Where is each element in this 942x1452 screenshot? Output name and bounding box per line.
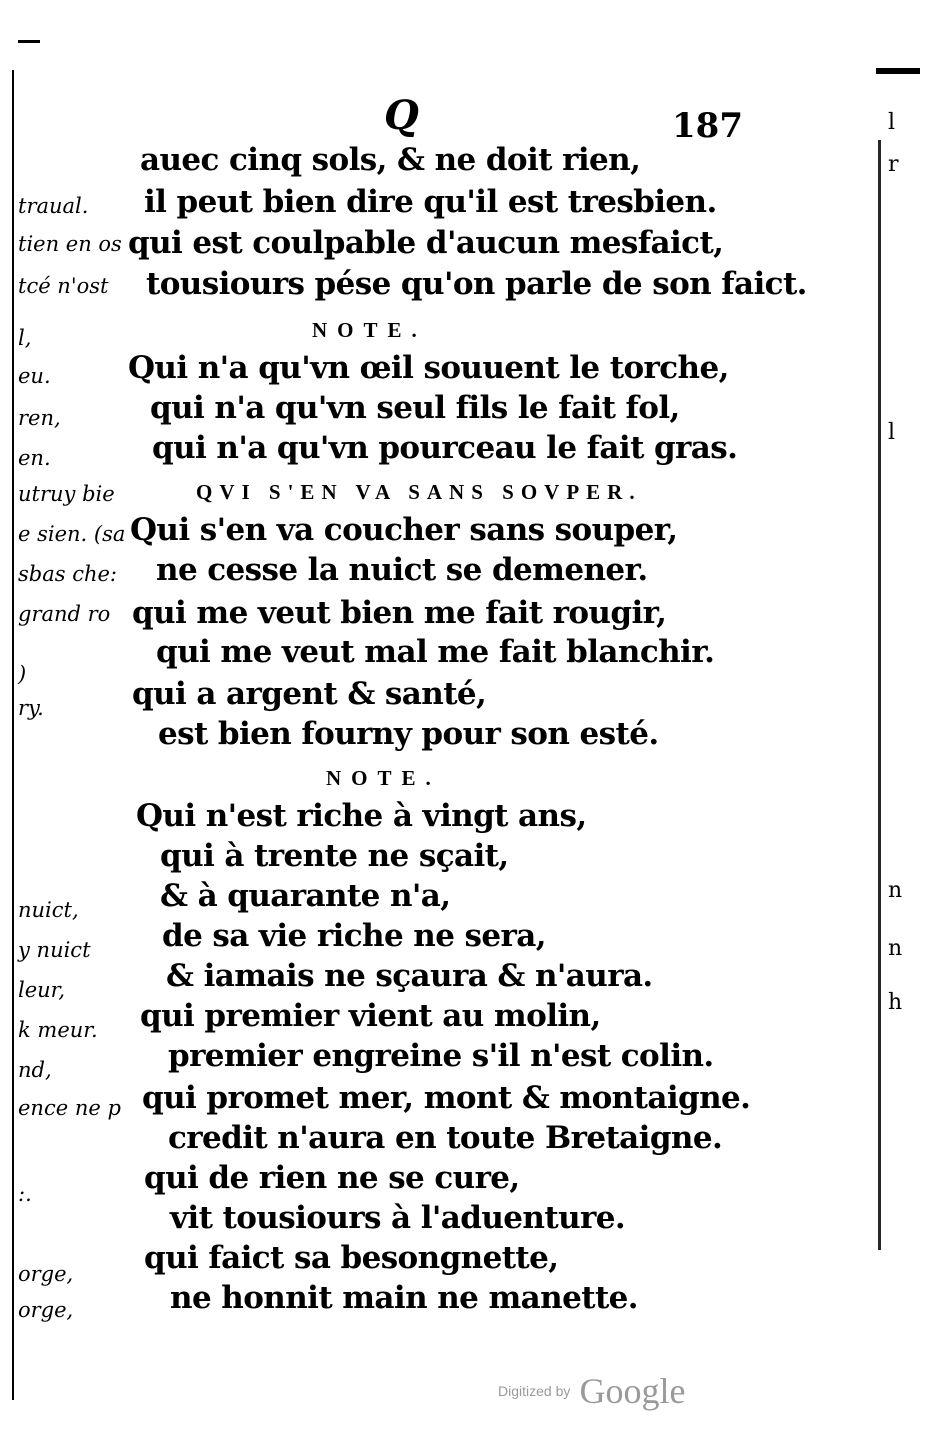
scan-edge-right (878, 140, 881, 1250)
margin-fragment: l, (18, 326, 32, 350)
text-line: qui premier vient au molin, (140, 998, 601, 1034)
margin-fragment: eu. (18, 364, 51, 388)
margin-fragment: nuict, (18, 898, 79, 922)
text-line: vit tousiours à l'aduenture. (170, 1200, 626, 1236)
scan-edge-top (18, 40, 40, 43)
section-heading: QVI S'EN VA SANS SOVPER. (196, 480, 642, 504)
margin-fragment: tien en os (18, 232, 122, 256)
text-line: de sa vie riche ne sera, (162, 918, 546, 954)
margin-fragment: leur, (18, 978, 66, 1002)
section-heading: NOTE. (326, 766, 441, 790)
margin-fragment: l (888, 110, 896, 135)
margin-fragment: ence ne p (18, 1096, 121, 1120)
text-line: qui n'a qu'vn seul fils le fait fol, (150, 390, 680, 426)
text-line: Qui n'est riche à vingt ans, (136, 798, 587, 834)
margin-fragment: n (888, 878, 903, 903)
margin-fragment: orge, (18, 1298, 74, 1322)
margin-fragment: r (888, 152, 899, 177)
margin-fragment: n (888, 936, 903, 961)
text-line: Qui s'en va coucher sans souper, (130, 512, 678, 548)
margin-fragment: ry. (18, 696, 44, 720)
watermark-prefix: Digitized by (498, 1383, 571, 1399)
margin-fragment: l (888, 420, 896, 445)
text-line: est bien fourny pour son esté. (158, 716, 659, 752)
margin-fragment: traual. (18, 194, 89, 218)
text-line: qui promet mer, mont & montaigne. (142, 1080, 751, 1116)
text-line: ne honnit main ne manette. (170, 1280, 638, 1316)
text-line: Qui n'a qu'vn œil souuent le torche, (128, 350, 729, 386)
text-line: qui faict sa besongnette, (144, 1240, 559, 1276)
margin-fragment: en. (18, 446, 51, 470)
margin-fragment: nd, (18, 1058, 52, 1082)
text-line: qui me veut mal me fait blanchir. (156, 634, 715, 670)
text-line: & à quarante n'a, (160, 878, 451, 914)
text-line: & iamais ne sçaura & n'aura. (166, 958, 653, 994)
text-line: qui a argent & santé, (132, 676, 487, 712)
digitization-watermark (498, 1370, 685, 1412)
margin-fragment: grand ro (18, 602, 111, 626)
text-line: qui est coulpable d'aucun mesfaict, (128, 225, 724, 261)
text-line: auec cinq sols, & ne doit rien, (140, 142, 641, 178)
text-line: qui n'a qu'vn pourceau le fait gras. (152, 430, 738, 466)
running-header-letter: Q (384, 92, 419, 139)
margin-fragment: sbas che: (18, 562, 117, 586)
scan-edge-right-top (876, 68, 920, 74)
text-line: premier engreine s'il n'est colin. (168, 1038, 714, 1074)
margin-fragment: k meur. (18, 1018, 98, 1042)
text-line: qui de rien ne se cure, (144, 1160, 520, 1196)
page-number: 187 (672, 106, 743, 146)
margin-fragment: ) (18, 662, 27, 686)
text-line: il peut bien dire qu'il est tresbien. (144, 184, 717, 220)
text-line: ne cesse la nuict se demener. (156, 552, 648, 588)
margin-fragment: :. (18, 1182, 32, 1206)
google-logo: Google (579, 1371, 686, 1411)
text-line: qui me veut bien me fait rougir, (132, 595, 667, 631)
margin-fragment: e sien. (sa (18, 522, 126, 546)
margin-fragment: h (888, 990, 903, 1015)
margin-fragment: y nuict (18, 938, 91, 962)
scan-edge-left (12, 70, 14, 1400)
text-line: qui à trente ne sçait, (160, 838, 509, 874)
margin-fragment: orge, (18, 1262, 74, 1286)
text-line: credit n'aura en toute Bretaigne. (168, 1120, 723, 1156)
text-line: tousiours pése qu'on parle de son faict. (146, 266, 807, 302)
section-heading: NOTE. (312, 318, 427, 342)
margin-fragment: utruy bie (18, 482, 115, 506)
margin-fragment: tcé n'ost (18, 274, 109, 298)
margin-fragment: ren, (18, 406, 61, 430)
